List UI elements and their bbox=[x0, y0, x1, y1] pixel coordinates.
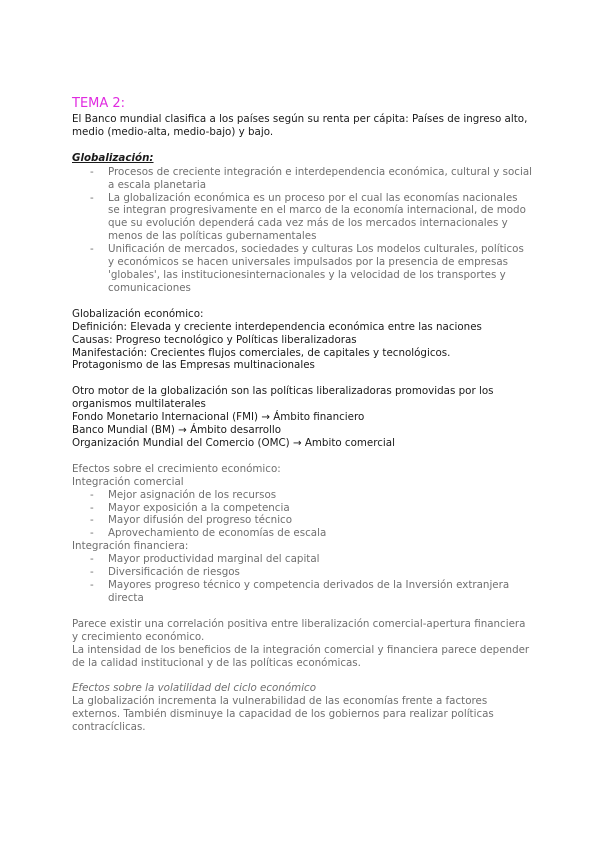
correlacion-paragraph-1: Parece existir una correlación positiva entre liberalización comercial-apertura financiera y crecimiento económico. bbox=[72, 617, 526, 643]
list-item: - Aprovechamiento de economías de escala bbox=[90, 527, 532, 540]
list-item: - La globalización económica es un proceso por el cual las economías nacionales se integran progresivamente en el marco de la economía internacional, de modo que su evolución dependerá cada vez más de los mercados internacionales y menos de las políticas gubernamentales bbox=[90, 192, 532, 244]
integracion-comercial-list bbox=[72, 489, 532, 541]
list-item: - Mayor productividad marginal del capital bbox=[90, 553, 532, 566]
volatilidad-paragraph: La globalización incrementa la vulnerabilidad de las economías frente a factores externos. También disminuye la capacidad de los gobiernos para realizar políticas contracíclicas. bbox=[72, 695, 494, 734]
list-item: - Mayores progreso técnico y competencia derivados de la Inversión extranjera directa bbox=[90, 579, 532, 605]
document-content bbox=[72, 96, 532, 734]
efectos-heading: Efectos sobre el crecimiento económico: bbox=[72, 462, 281, 475]
motor-intro: Otro motor de la globalización son las políticas liberalizadoras promovidas por los organismos multilaterales bbox=[72, 385, 494, 411]
glob-economico-line: Causas: Progreso tecnológico y Políticas liberalizadoras bbox=[72, 333, 357, 346]
globalizacion-list bbox=[72, 166, 532, 295]
list-item: - Procesos de creciente integración e interdependencia económica, cultural y social a escala planetaria bbox=[90, 166, 532, 192]
list-item: - Diversificación de riesgos bbox=[90, 566, 532, 579]
integracion-financiera-list bbox=[72, 553, 532, 605]
list-item: - Mayor difusión del progreso técnico bbox=[90, 514, 532, 527]
intro-paragraph: El Banco mundial clasifica a los países según su renta per cápita: Países de ingreso alto, medio (medio-alta, medio-bajo) y bajo. bbox=[72, 113, 528, 138]
motor-line: Banco Mundial (BM) → Ámbito desarrollo bbox=[72, 424, 282, 437]
globalizacion-heading: Globalización: bbox=[72, 151, 154, 164]
page-title: TEMA 2: bbox=[72, 96, 126, 111]
motor-line: Fondo Monetario Internacional (FMI) → Ámbito financiero bbox=[72, 411, 365, 424]
list-item: - Mayor exposición a la competencia bbox=[90, 502, 532, 515]
list-item: - Mejor asignación de los recursos bbox=[90, 489, 532, 502]
efectos-section bbox=[72, 463, 532, 734]
glob-economico-heading: Globalización económico: bbox=[72, 307, 204, 320]
glob-economico-line: Definición: Elevada y creciente interdependencia económica entre las naciones bbox=[72, 320, 482, 333]
list-item: - Unificación de mercados, sociedades y culturas Los modelos culturales, políticos y económicos se hacen universales impulsados por la presencia de empresas 'globales', las institucionesinternacionales y la velocidad de los transportes y comunicaciones bbox=[90, 243, 532, 295]
volatilidad-heading: Efectos sobre la volatilidad del ciclo económico bbox=[72, 682, 317, 695]
correlacion-paragraph-2: La intensidad de los beneficios de la integración comercial y financiera parece depender de la calidad institucional y de las políticas económicas. bbox=[72, 643, 530, 669]
glob-economico-line: Manifestación: Crecientes flujos comerciales, de capitales y tecnológicos. bbox=[72, 346, 451, 359]
integracion-comercial-label: Integración comercial bbox=[72, 475, 184, 488]
integracion-financiera-label: Integración financiera: bbox=[72, 540, 189, 553]
motor-line: Organización Mundial del Comercio (OMC) → Ambito comercial bbox=[72, 436, 395, 449]
glob-economico-line: Protagonismo de las Empresas multinacionales bbox=[72, 359, 315, 372]
